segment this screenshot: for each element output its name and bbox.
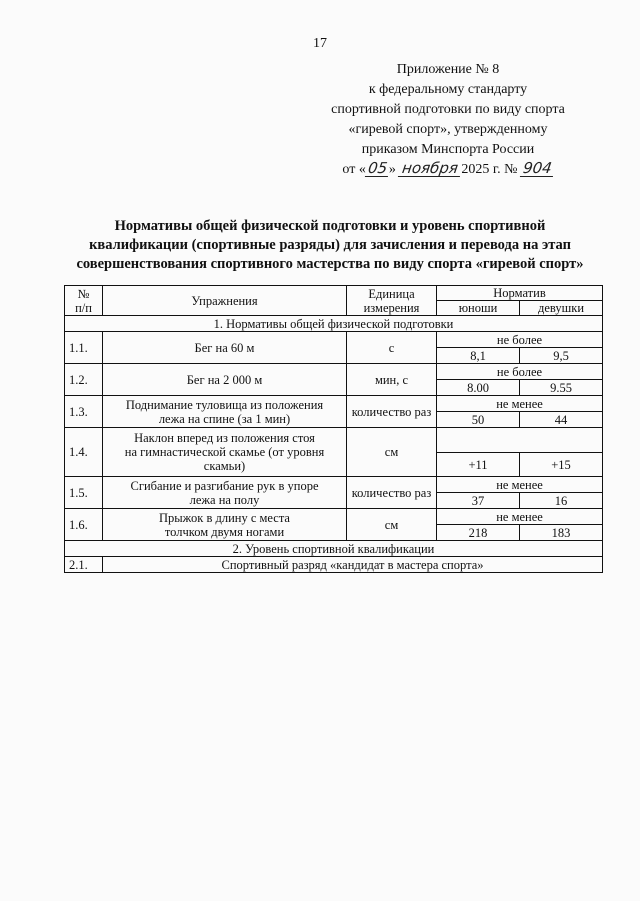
unit-of-measure: см bbox=[347, 509, 437, 541]
norm-girls: 9.55 bbox=[520, 380, 603, 396]
norm-girls: 44 bbox=[520, 412, 603, 428]
title-line: квалификации (спортивные разряды) для зачисления и перевода на этап bbox=[89, 237, 571, 253]
section-row bbox=[65, 541, 603, 557]
section-title: 2. Уровень спортивной квалификации bbox=[65, 541, 603, 557]
norms-table bbox=[64, 285, 603, 573]
appendix-line: приказом Минспорта России bbox=[361, 142, 535, 157]
handwritten-order-number: 904 bbox=[521, 159, 553, 177]
table-row bbox=[65, 557, 603, 573]
exercise-name: Бег на 60 м bbox=[103, 332, 347, 364]
exercise-name: Бег на 2 000 м bbox=[103, 364, 347, 396]
appendix-block bbox=[308, 60, 588, 180]
table-row bbox=[65, 428, 603, 453]
norm-boys: 218 bbox=[437, 525, 520, 541]
norm-boys: 50 bbox=[437, 412, 520, 428]
document-title bbox=[60, 217, 600, 274]
row-number: 1.4. bbox=[65, 428, 103, 477]
header-num: № п/п bbox=[65, 286, 103, 316]
appendix-date-line bbox=[308, 160, 588, 180]
norm-condition: не менее bbox=[437, 509, 603, 525]
exercise-name: Сгибание и разгибание рук в упоре лежа на полу bbox=[103, 477, 347, 509]
row-number: 2.1. bbox=[65, 557, 103, 573]
section-row bbox=[65, 316, 603, 332]
date-mid: » bbox=[388, 162, 396, 177]
exercise-name: Наклон вперед из положения стоя на гимнастической скамье (от уровня скамьи) bbox=[103, 428, 347, 477]
row-number: 1.3. bbox=[65, 396, 103, 428]
exercise-name: Поднимание туловища из положения лежа на спине (за 1 мин) bbox=[103, 396, 347, 428]
appendix-line: «гиревой спорт», утвержденному bbox=[348, 122, 548, 137]
table-header-row bbox=[65, 286, 603, 301]
row-number: 1.2. bbox=[65, 364, 103, 396]
appendix-line: спортивной подготовки по виду спорта bbox=[331, 102, 565, 117]
norm-condition: не менее bbox=[437, 396, 603, 412]
unit-of-measure: мин, с bbox=[347, 364, 437, 396]
norm-condition: не более bbox=[437, 364, 603, 380]
norm-condition bbox=[437, 428, 603, 453]
norm-boys: 37 bbox=[437, 493, 520, 509]
date-prefix: от « bbox=[342, 162, 366, 177]
norm-condition: не более bbox=[437, 332, 603, 348]
row-number: 1.6. bbox=[65, 509, 103, 541]
norm-girls: 16 bbox=[520, 493, 603, 509]
table-row bbox=[65, 332, 603, 348]
date-year: 2025 г. № bbox=[461, 162, 518, 177]
row-number: 1.1. bbox=[65, 332, 103, 364]
norm-girls: +15 bbox=[520, 453, 603, 477]
appendix-title: Приложение № 8 bbox=[396, 62, 500, 77]
table-row bbox=[65, 364, 603, 380]
header-norm: Норматив bbox=[437, 286, 603, 301]
table-row bbox=[65, 477, 603, 493]
norm-boys: 8.00 bbox=[437, 380, 520, 396]
exercise-name: Прыжок в длину с места толчком двумя ногами bbox=[103, 509, 347, 541]
norm-girls: 9,5 bbox=[520, 348, 603, 364]
norm-condition: не менее bbox=[437, 477, 603, 493]
handwritten-month: ноября bbox=[398, 161, 462, 177]
section-title: 1. Нормативы общей физической подготовки bbox=[65, 316, 603, 332]
header-boys: юноши bbox=[437, 301, 520, 316]
qualification-text: Спортивный разряд «кандидат в мастера спорта» bbox=[103, 557, 603, 573]
appendix-line: к федеральному стандарту bbox=[368, 82, 528, 97]
norm-girls: 183 bbox=[520, 525, 603, 541]
row-number: 1.5. bbox=[65, 477, 103, 509]
title-line: Нормативы общей физической подготовки и уровень спортивной bbox=[114, 218, 546, 234]
header-exercise: Упражнения bbox=[103, 286, 347, 316]
header-unit: Единица измерения bbox=[347, 286, 437, 316]
unit-of-measure: см bbox=[347, 428, 437, 477]
header-girls: девушки bbox=[520, 301, 603, 316]
norm-boys: 8,1 bbox=[437, 348, 520, 364]
norm-boys: +11 bbox=[437, 453, 520, 477]
page-number: 17 bbox=[313, 36, 327, 51]
handwritten-day: 05 bbox=[366, 159, 389, 177]
unit-of-measure: количество раз bbox=[347, 477, 437, 509]
unit-of-measure: количество раз bbox=[347, 396, 437, 428]
title-line: совершенствования спортивного мастерства по виду спорта «гиревой спорт» bbox=[76, 256, 584, 272]
table-row bbox=[65, 396, 603, 412]
unit-of-measure: с bbox=[347, 332, 437, 364]
table-row bbox=[65, 509, 603, 525]
